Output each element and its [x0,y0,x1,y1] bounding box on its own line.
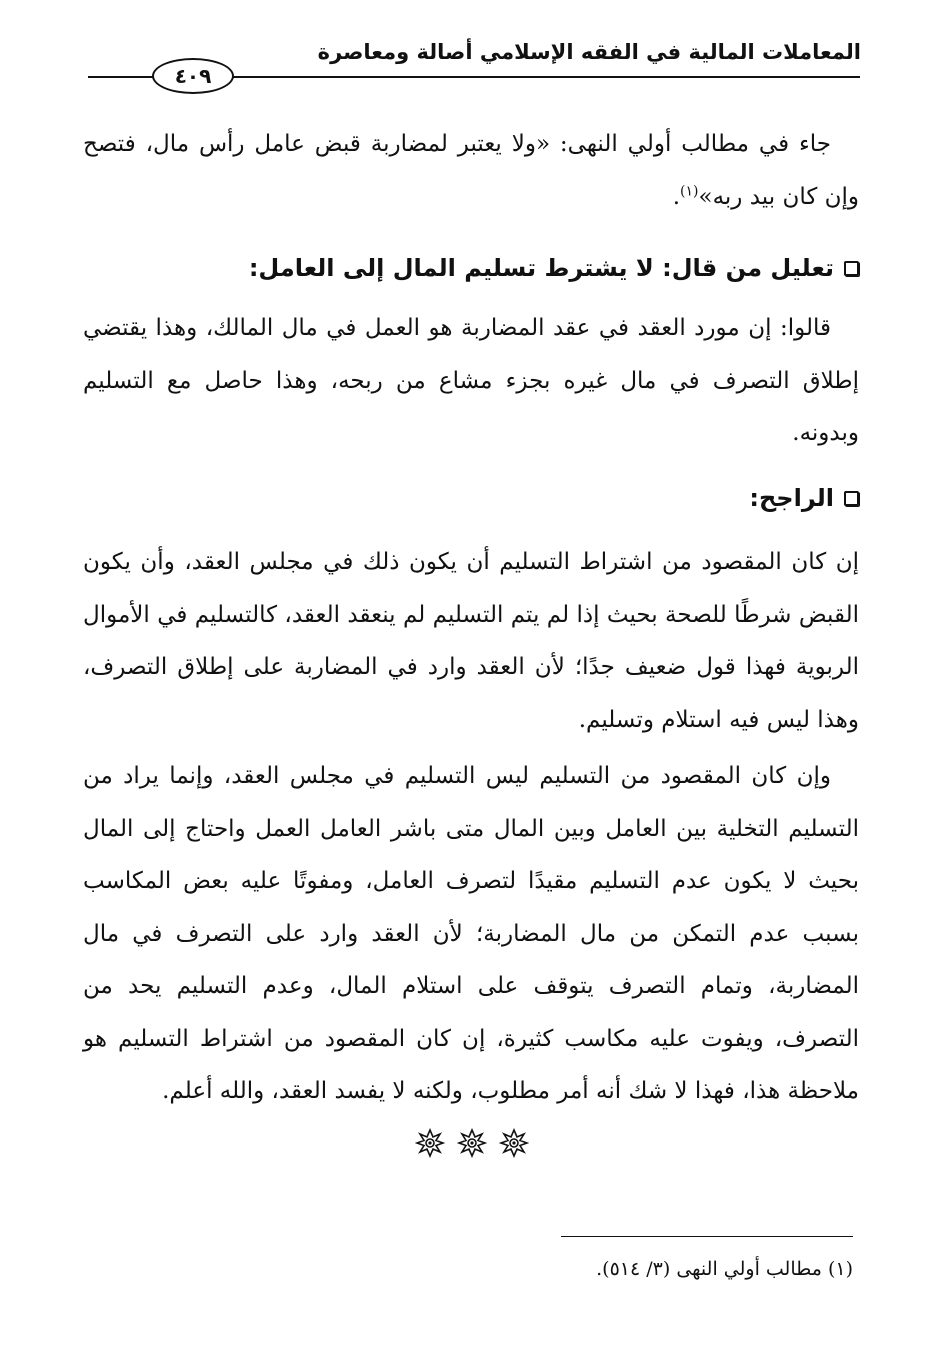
preferred-paragraph-1 [83,536,859,746]
section-end-ornament [0,1128,943,1158]
quote-text: جاء في مطالب أولي النهى: «ولا يعتبر لمضاربة قبض عامل رأس مال، فتصح وإن كان بيد ربه» [83,131,859,210]
quote-paragraph [83,118,859,223]
footnote-number: (١) [827,1258,853,1280]
running-title: المعاملات المالية في الفقه الإسلامي أصالة ومعاصرة [317,40,861,64]
page-number: ٤٠٩ [152,58,234,94]
square-bullet-icon [844,491,859,506]
section-heading-preferred [749,482,859,514]
footnote-text: مطالب أولي النهى (٣/ ٥١٤). [596,1258,822,1280]
footnote-item [596,1256,853,1282]
section-heading-text: تعليل من قال: لا يشترط تسليم المال إلى العامل: [248,254,834,282]
footnote-separator [561,1236,853,1237]
reasoning-paragraph [83,302,859,460]
flower-ornament-icon [415,1128,445,1158]
footnote-reference: (١) [680,182,699,199]
section-heading-reasoning [249,252,859,284]
preferred-text-1: إن كان المقصود من اشتراط التسليم أن يكون ذلك في مجلس العقد، وأن يكون القبض شرطًا للصحة بحيث إذا لم يتم التسليم لم ينعقد العقد، كالتسليم في الأموال الربوية فهذا قول ضعيف جدًا؛ لأن العقد وارد في المضاربة على إطلاق التصرف، وهذا ليس فيه استلام وتسليم. [83,549,859,733]
reasoning-text: قالوا: إن مورد العقد في عقد المضاربة هو العمل في مال المالك، وهذا يقتضي إطلاق التصرف في مال غيره بجزء مشاع من ربحه، وهذا حاصل مع التسليم وبدونه. [83,315,859,446]
flower-ornament-icon [499,1128,529,1158]
preferred-text-2: وإن كان المقصود من التسليم ليس التسليم في مجلس العقد، وإنما يراد من التسليم التخلية بين العامل وبين المال متى باشر العامل العمل واحتاج إلى المال بحيث لا يكون عدم التسليم مقيدًا لتصرف العامل، ومفوتًا عليه بعض المكاسب بسبب عدم التمكن من مال المضاربة؛ لأن العقد وارد على التصرف في مال المضاربة، وتمام التصرف يتوقف على استلام المال، وعدم التسليم يحد من التصرف، ويفوت عليه مكاسب كثيرة، إن كان المقصود من اشتراط التسليم هو ملاحظة هذا، فهذا لا شك أنه أمر مطلوب، ولكنه لا يفسد العقد، والله أعلم. [83,763,859,1104]
flower-ornament-icon [457,1128,487,1158]
quote-end-punctuation: . [672,183,681,210]
square-bullet-icon [844,261,859,276]
preferred-paragraph-2 [83,750,859,1118]
section-heading-text: الراجح: [749,484,834,512]
